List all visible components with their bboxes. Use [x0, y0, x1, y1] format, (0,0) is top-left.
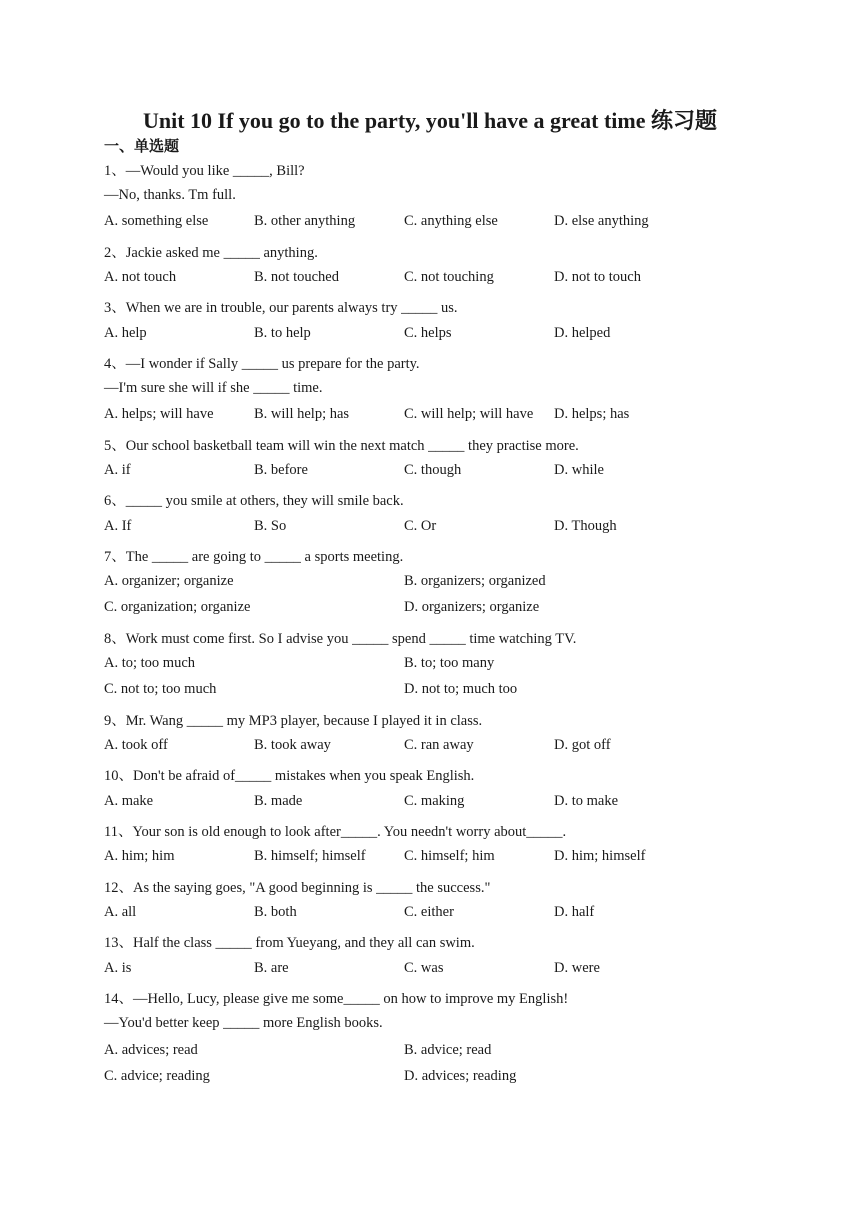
option-6b: B. So — [254, 518, 287, 534]
option-14a: A. advices; read — [104, 1042, 198, 1058]
option-11b: B. himself; himself — [254, 848, 366, 864]
option-13d: D. were — [554, 960, 600, 976]
option-1b: B. other anything — [254, 213, 356, 229]
option-10d: D. to make — [554, 793, 619, 809]
option-1a: A. something else — [104, 213, 209, 229]
option-1d: D. else anything — [554, 213, 649, 229]
question-stem-14: 14、—Hello, Lucy, please give me some_____ on how to improve my English! — [104, 991, 569, 1007]
option-13a: A. is — [104, 960, 132, 976]
question-stem-2: 2、Jackie asked me _____ anything. — [104, 245, 318, 261]
option-8c: C. not to; too much — [104, 681, 217, 697]
option-14d: D. advices; reading — [404, 1068, 517, 1084]
option-3b: B. to help — [254, 325, 311, 341]
option-6d: D. Though — [554, 518, 617, 534]
question-stem-12: 12、As the saying goes, "A good beginning is _____ the success." — [104, 880, 491, 896]
option-5d: D. while — [554, 462, 604, 478]
option-3d: D. helped — [554, 325, 611, 341]
question-stem-10: 10、Don't be afraid of_____ mistakes when you speak English. — [104, 768, 475, 784]
option-9a: A. took off — [104, 737, 168, 753]
question-stem-13: 13、Half the class _____ from Yueyang, and they all can swim. — [104, 935, 475, 951]
question-stem-4: 4、—I wonder if Sally _____ us prepare for the party. — [104, 356, 420, 372]
question-stem-3: 3、When we are in trouble, our parents always try _____ us. — [104, 300, 458, 316]
option-3c: C. helps — [404, 325, 452, 341]
question-stem-9: 9、Mr. Wang _____ my MP3 player, because I played it in class. — [104, 713, 483, 729]
option-13b: B. are — [254, 960, 289, 976]
option-4b: B. will help; has — [254, 406, 350, 422]
option-3a: A. help — [104, 325, 147, 341]
option-12c: C. either — [404, 904, 454, 920]
option-9c: C. ran away — [404, 737, 474, 753]
option-9d: D. got off — [554, 737, 611, 753]
option-4c: C. will help; will have — [404, 406, 534, 422]
option-9b: B. took away — [254, 737, 331, 753]
section-heading: 一、单选题 — [104, 137, 180, 155]
question-stem-7: 7、The _____ are going to _____ a sports meeting. — [104, 549, 404, 565]
question-stem-8: 8、Work must come first. So I advise you _____ spend _____ time watching TV. — [104, 631, 577, 647]
question-stem-1: 1、—Would you like _____, Bill? — [104, 163, 305, 179]
option-10c: C. making — [404, 793, 465, 809]
option-4d: D. helps; has — [554, 406, 630, 422]
option-8d: D. not to; much too — [404, 681, 518, 697]
page-title: Unit 10 If you go to the party, you'll have a great time 练习题 — [142, 108, 717, 133]
option-11c: C. himself; him — [404, 848, 495, 864]
question-stem-1-reply: —No, thanks. Tm full. — [104, 187, 236, 203]
option-10b: B. made — [254, 793, 303, 809]
option-12b: B. both — [254, 904, 297, 920]
option-6a: A. If — [104, 518, 132, 534]
option-10a: A. make — [104, 793, 154, 809]
option-2d: D. not to touch — [554, 269, 641, 285]
option-2a: A. not touch — [104, 269, 177, 285]
option-13c: C. was — [404, 960, 444, 976]
question-stem-6: 6、_____ you smile at others, they will smile back. — [104, 493, 404, 509]
option-5c: C. though — [404, 462, 462, 478]
option-1c: C. anything else — [404, 213, 498, 229]
option-12d: D. half — [554, 904, 595, 920]
question-stem-5: 5、Our school basketball team will win the next match _____ they practise more. — [104, 438, 579, 454]
option-12a: A. all — [104, 904, 137, 920]
option-14c: C. advice; reading — [104, 1068, 210, 1084]
option-7c: C. organization; organize — [104, 599, 251, 615]
option-6c: C. Or — [404, 518, 437, 534]
option-2b: B. not touched — [254, 269, 339, 285]
question-stem-11: 11、Your son is old enough to look after_____. You needn't worry about_____. — [104, 824, 567, 840]
option-7b: B. organizers; organized — [404, 573, 546, 589]
option-5a: A. if — [104, 462, 131, 478]
option-7a: A. organizer; organize — [104, 573, 234, 589]
option-14b: B. advice; read — [404, 1042, 492, 1058]
question-stem-14-reply: —You'd better keep _____ more English books. — [104, 1015, 383, 1031]
option-2c: C. not touching — [404, 269, 494, 285]
option-5b: B. before — [254, 462, 308, 478]
option-8a: A. to; too much — [104, 655, 196, 671]
option-11d: D. him; himself — [554, 848, 646, 864]
question-stem-4-reply: —I'm sure she will if she _____ time. — [104, 380, 323, 396]
option-11a: A. him; him — [104, 848, 175, 864]
option-8b: B. to; too many — [404, 655, 495, 671]
option-7d: D. organizers; organize — [404, 599, 540, 615]
option-4a: A. helps; will have — [104, 406, 214, 422]
